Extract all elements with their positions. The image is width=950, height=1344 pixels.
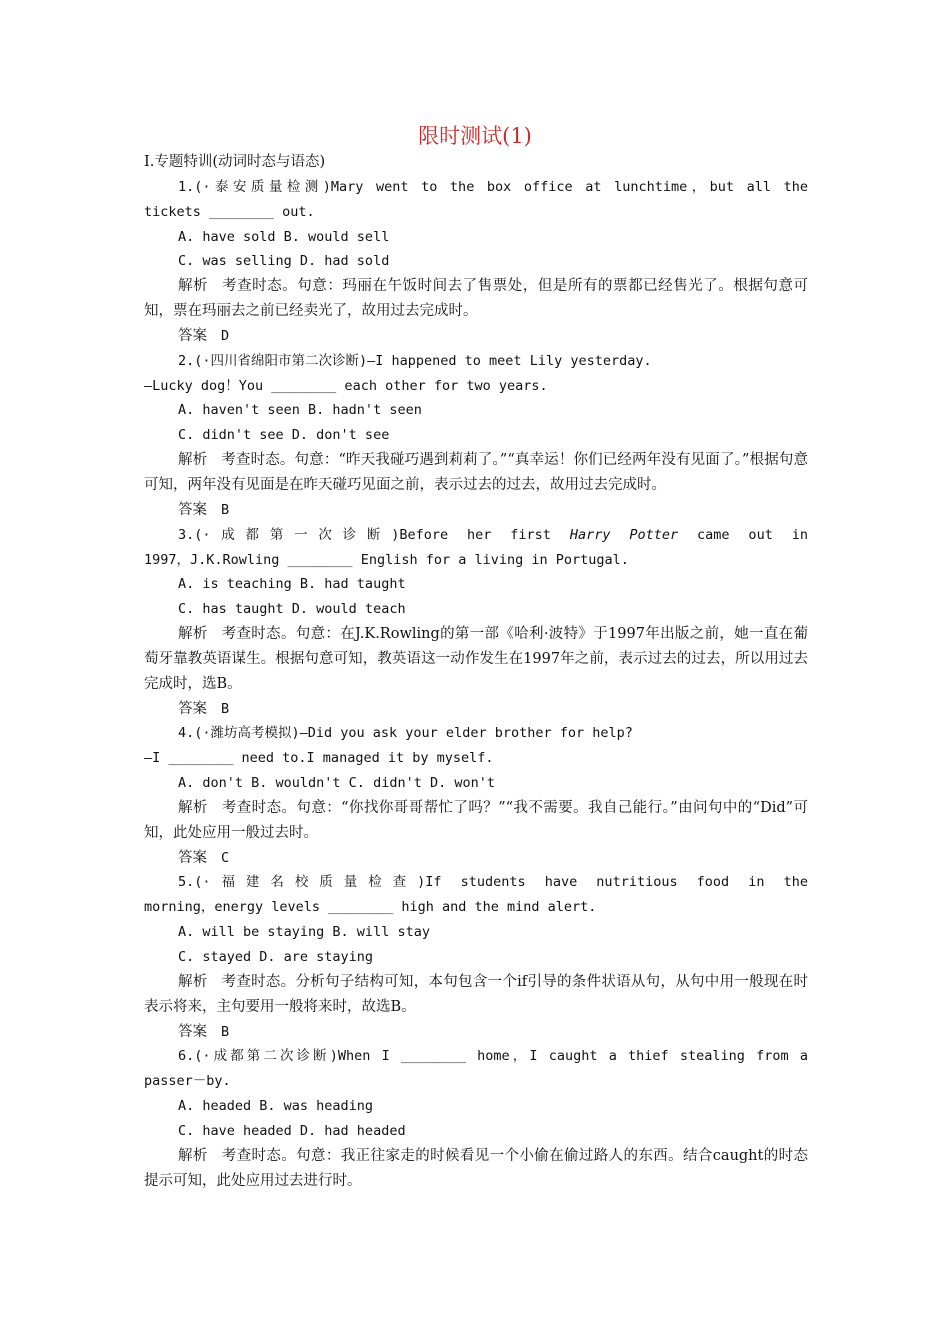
q4-answer-value: C bbox=[221, 849, 230, 866]
q6-stem-line2: passer－by. bbox=[144, 1073, 231, 1090]
q1-stem-line1: 1.(·泰安质量检测)Mary went to the box office at lunchtime，but all the bbox=[178, 178, 808, 195]
q2-answer bbox=[144, 498, 808, 523]
q5-options-cd: C. stayed D. are staying bbox=[178, 949, 374, 965]
q3-stem-line1 bbox=[144, 523, 808, 548]
q3-options-cd: C. has taught D. would teach bbox=[178, 601, 406, 618]
section-heading: Ⅰ.专题特训(动词时态与语态) bbox=[144, 154, 326, 170]
q3-stem-part-a: 3.(·成都第一次诊断)Before her first bbox=[178, 526, 570, 543]
q6-options-cd: C. have headed D. had headed bbox=[178, 1122, 406, 1139]
answer-label: 答案 bbox=[178, 849, 207, 866]
analysis-label: 解析 bbox=[178, 973, 208, 990]
q5-analysis-text: 考查时态。分析句子结构可知，本句包含一个if引导的条件状语从句，从句中用一般现在时表示将来，主句要用一般将来时，故选B。 bbox=[144, 973, 808, 1015]
page-title: 限时测试(1) bbox=[418, 124, 532, 148]
q1-answer bbox=[144, 324, 808, 349]
q2-answer-value: B bbox=[221, 501, 230, 518]
q3-book-title: Harry Potter bbox=[569, 526, 679, 543]
answer-label: 答案 bbox=[178, 1023, 207, 1040]
q5-stem-line1: 5.(·福建名校质量检查)If students have nutritious food in the bbox=[178, 874, 808, 891]
q2-options-ab: A. haven't seen B. hadn't seen bbox=[178, 402, 422, 419]
q4-answer bbox=[144, 846, 808, 871]
q6-analysis bbox=[144, 1144, 808, 1194]
q1-stem-line2: tickets ________ out. bbox=[144, 203, 315, 220]
q2-options-cd: C. didn't see D. don't see bbox=[178, 427, 390, 444]
q3-answer-value: B bbox=[221, 700, 230, 717]
q1-options-ab: A. have sold B. would sell bbox=[178, 228, 390, 245]
answer-label: 答案 bbox=[178, 501, 207, 518]
q5-answer-value: B bbox=[221, 1023, 230, 1040]
analysis-label: 解析 bbox=[178, 452, 208, 469]
analysis-label: 解析 bbox=[178, 799, 208, 816]
answer-label: 答案 bbox=[178, 327, 207, 344]
q1-options-cd: C. was selling D. had sold bbox=[178, 253, 390, 270]
q2-analysis-text: 考查时态。句意：“昨天我碰巧遇到莉莉了。”“真幸运！你们已经两年没有见面了。”根据句意可知，两年没有见面是在昨天碰巧见面之前，表示过去的过去，故用过去完成时。 bbox=[144, 452, 808, 493]
q4-analysis-text: 考查时态。句意：“你找你哥哥帮忙了吗？”“我不需要。我自己能行。”由问句中的“Did”可知，此处应用一般过去时。 bbox=[144, 799, 808, 841]
q4-stem-line1: 4.(·潍坊高考模拟)—Did you ask your elder brother for help? bbox=[178, 725, 633, 742]
q1-analysis bbox=[144, 274, 808, 324]
analysis-label: 解析 bbox=[178, 626, 208, 643]
q2-analysis bbox=[144, 448, 808, 498]
q3-options-ab: A. is teaching B. had taught bbox=[178, 576, 406, 593]
q1-answer-value: D bbox=[221, 327, 230, 344]
q6-stem-line1: 6.(·成都第二次诊断)When I ________ home，I caught a thief stealing from a bbox=[178, 1048, 808, 1065]
q3-analysis-text: 考查时态。句意：在J.K.Rowling的第一部《哈利·波特》于1997年出版之前，她一直在葡萄牙靠教英语谋生。根据句意可知，教英语这一动作发生在1997年之前，表示过去的过去，所以用过去完成时，选B。 bbox=[144, 626, 809, 692]
q5-options-ab: A. will be staying B. will stay bbox=[178, 924, 430, 941]
q4-analysis bbox=[144, 796, 808, 846]
q3-answer bbox=[144, 697, 808, 722]
analysis-label: 解析 bbox=[178, 1147, 208, 1164]
q4-stem-line2: —I ________ need to.I managed it by myself. bbox=[144, 750, 494, 767]
q5-stem-line2: morning，energy levels ________ high and the mind alert. bbox=[144, 899, 597, 916]
q5-answer bbox=[144, 1020, 808, 1045]
q4-options: A. don't B. wouldn't C. didn't D. won't bbox=[178, 775, 495, 792]
answer-label: 答案 bbox=[178, 700, 207, 717]
q3-stem-part-b: came out in bbox=[678, 526, 808, 543]
q6-analysis-text: 考查时态。句意：我正往家走的时候看见一个小偷在偷过路人的东西。结合caught的时态提示可知，此处应用过去进行时。 bbox=[144, 1147, 808, 1189]
q1-analysis-text: 考查时态。句意：玛丽在午饭时间去了售票处，但是所有的票都已经售光了。根据句意可知，票在玛丽去之前已经卖光了，故用过去完成时。 bbox=[144, 278, 808, 320]
q2-stem-line2: —Lucky dog！You ________ each other for two years. bbox=[144, 377, 548, 394]
q6-options-ab: A. headed B. was heading bbox=[178, 1098, 374, 1115]
q2-stem-line1: 2.(·四川省绵阳市第二次诊断)—I happened to meet Lily yesterday. bbox=[178, 352, 652, 369]
analysis-label: 解析 bbox=[178, 278, 209, 295]
q5-analysis bbox=[144, 970, 808, 1020]
q3-analysis bbox=[144, 622, 808, 697]
q3-stem-line2: 1997，J.K.Rowling ________ English for a living in Portugal. bbox=[144, 551, 629, 568]
document-body bbox=[144, 150, 808, 1193]
